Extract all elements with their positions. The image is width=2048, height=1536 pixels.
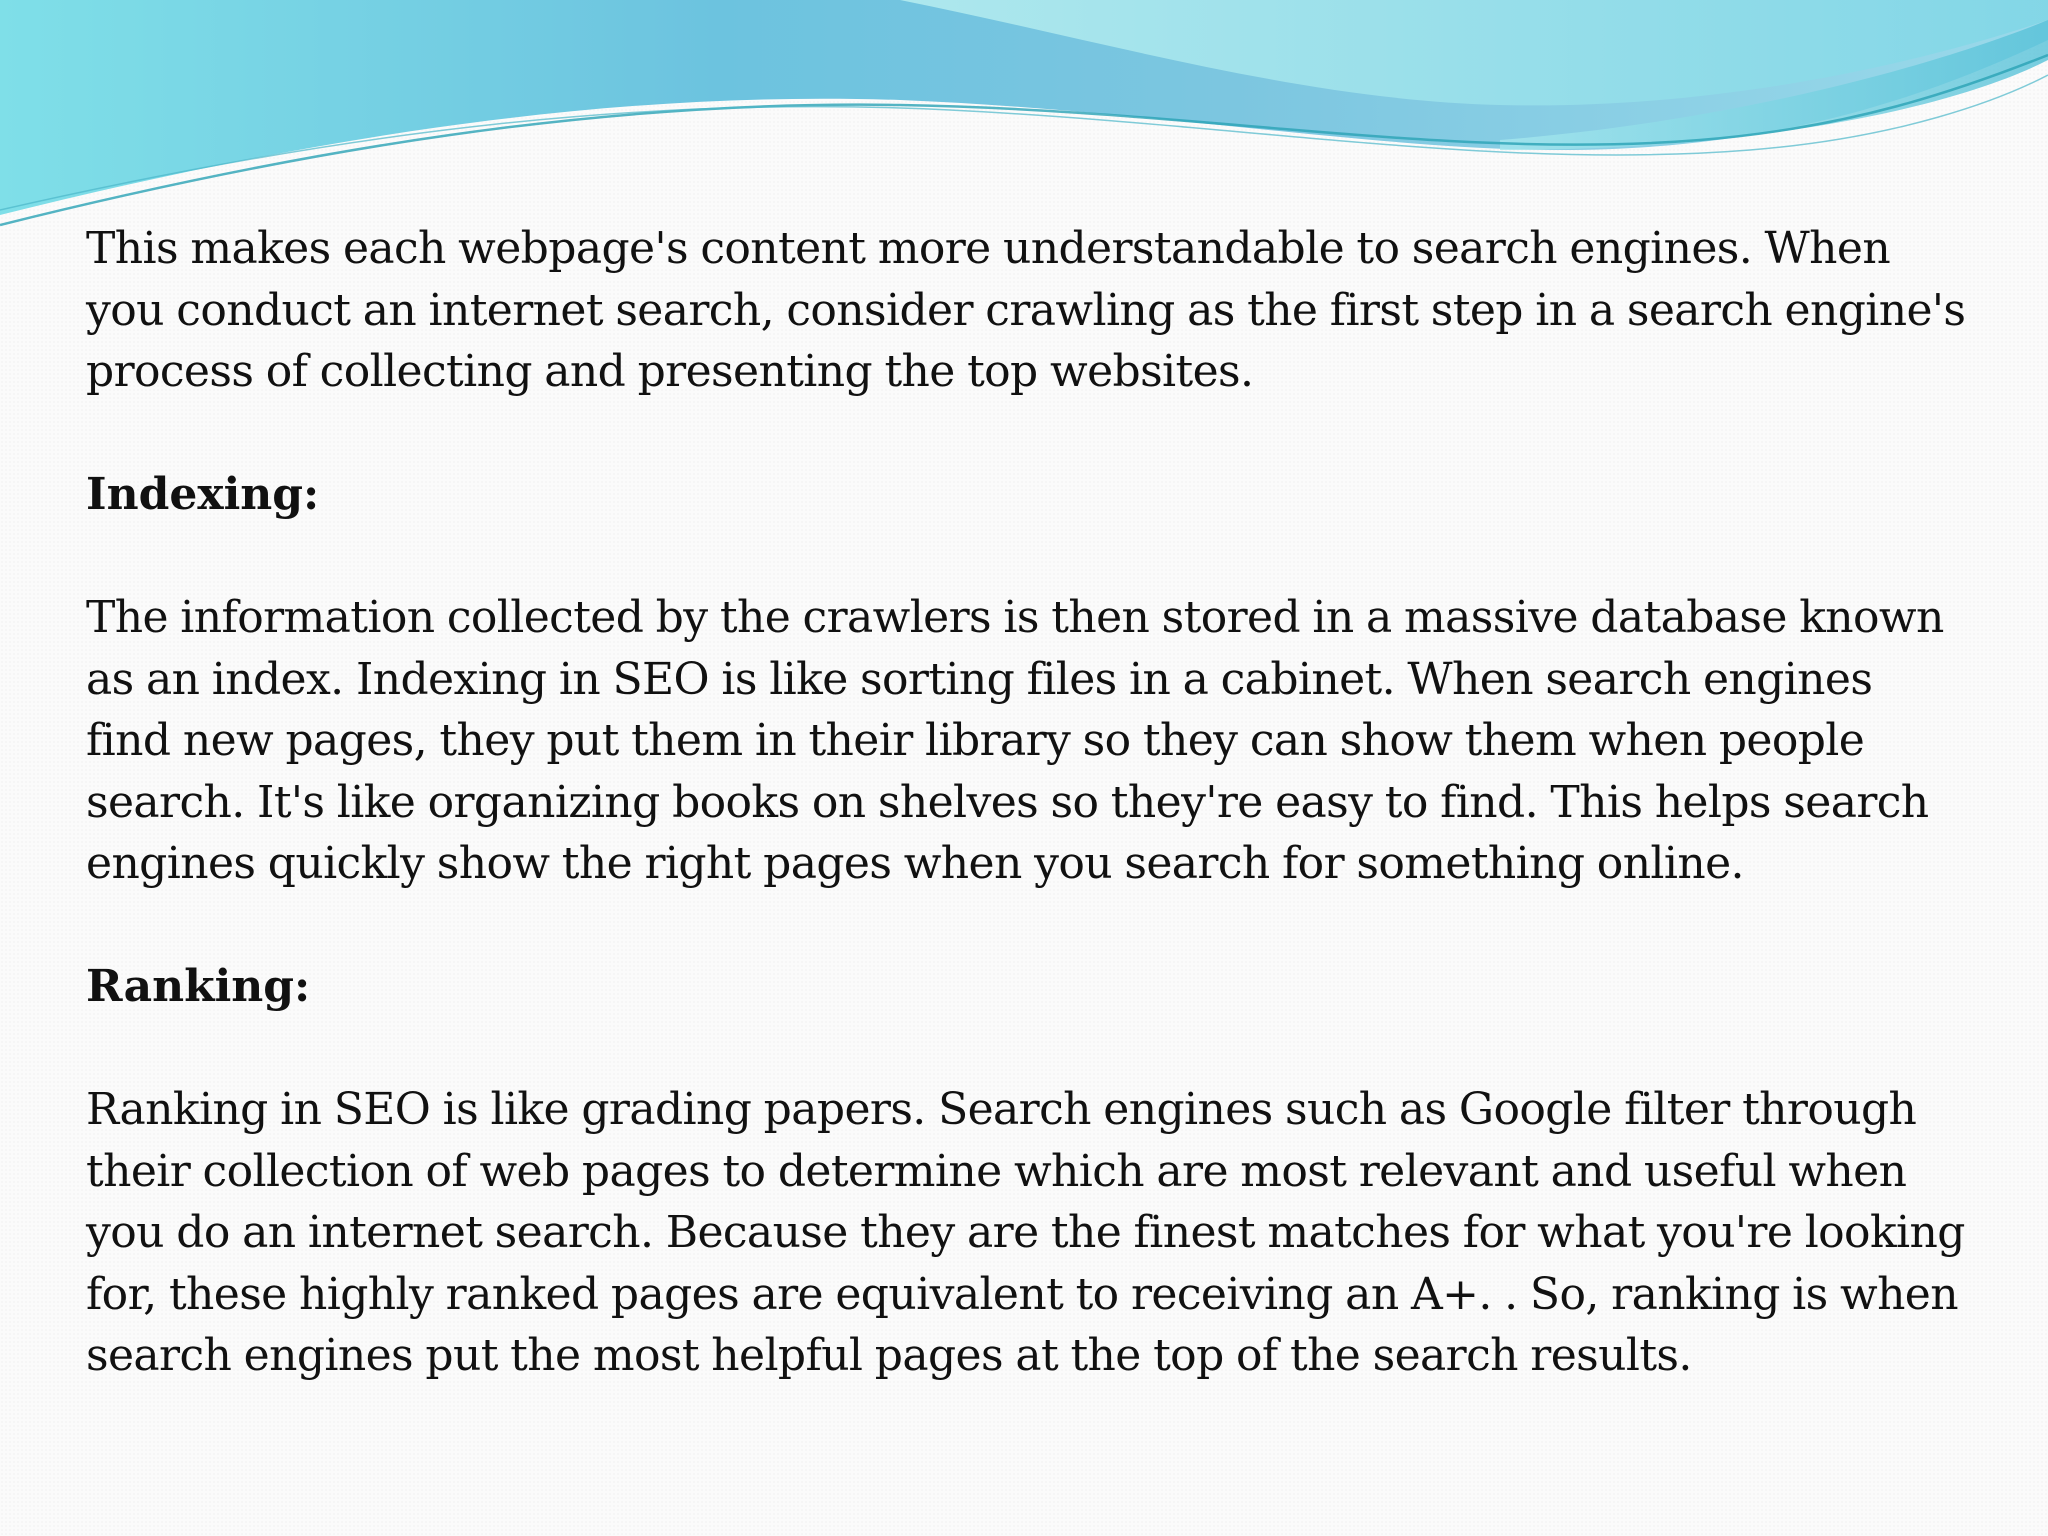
slide-content [86, 218, 2006, 1387]
indexing-heading: Indexing: [86, 469, 320, 520]
header-wave-decoration [0, 0, 2048, 240]
ranking-paragraph: Ranking in SEO is like grading papers. Search engines such as Google filter through their collection of web pages to determine which are most relevant and useful when you do an internet search. Because they are the finest matches for what you're looking for, these highly ranked pages are equivalent to receiving an A+. . So, ranking is when search engines put the most helpful pages at the top of the search results. [86, 1084, 1965, 1381]
ranking-heading: Ranking: [86, 961, 311, 1012]
spacer [86, 526, 2006, 588]
indexing-paragraph: The information collected by the crawlers is then stored in a massive database known as an index. Indexing in SEO is like sorting files in a cabinet. When search engines find new pages, they put them in their library so they can show them when people search. It's like organizing books on shelves so they're easy to find. This helps search engines quickly show the right pages when you search for something online. [86, 592, 1944, 889]
spacer [86, 895, 2006, 957]
spacer [86, 403, 2006, 465]
spacer [86, 1018, 2006, 1080]
intro-paragraph: This makes each webpage's content more understandable to search engines. When you conduct an internet search, consider crawling as the first step in a search engine's process of collecting and presenting the top websites. [86, 223, 1966, 397]
